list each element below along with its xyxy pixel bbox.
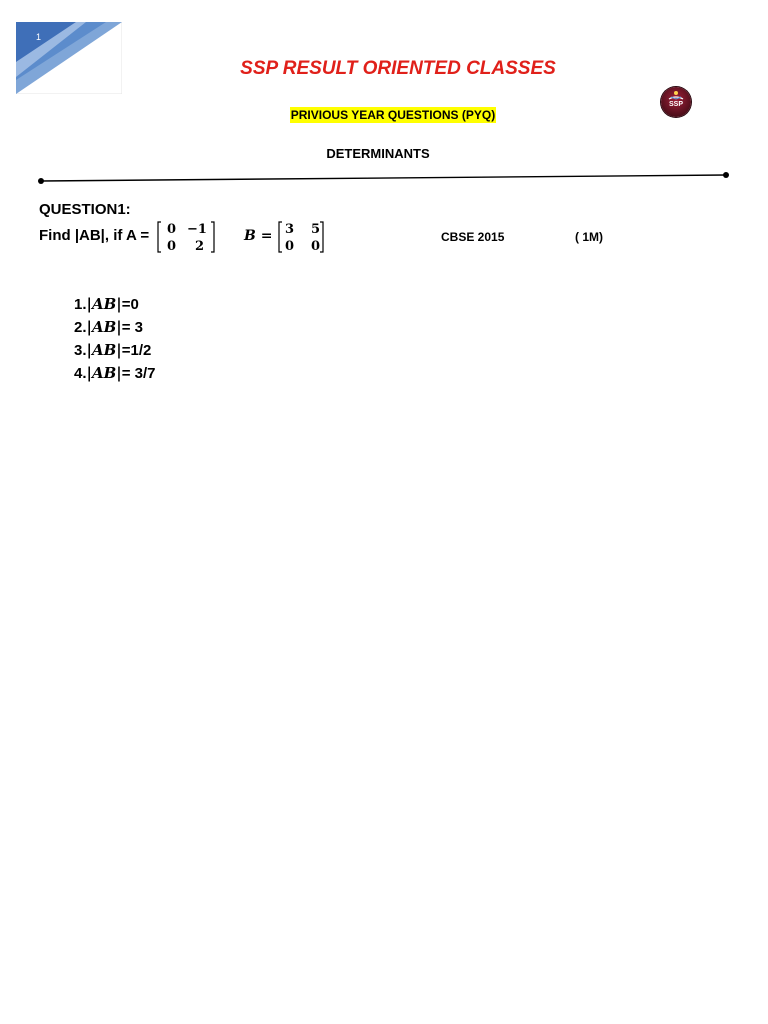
matrix-b-cell: 0 [311,239,321,254]
divider-line [36,170,732,186]
pyq-label: PRIVIOUS YEAR QUESTIONS (PYQ) [290,108,496,122]
source-label: CBSE 2015 [441,230,505,244]
option-item: 4.|AB|= 3/7 [74,364,156,382]
question-heading: QUESTION1: [39,201,131,218]
chapter-title: DETERMINANTS [326,146,430,161]
question-prompt: Find |AB|, if A = [39,227,150,244]
option-item: 1.|AB|=0 [74,295,139,313]
matrix-b-cell: 0 [285,239,295,254]
page-number: 1 [36,32,42,42]
matrix-b-label: B = [244,228,273,244]
page-title: SSP RESULT ORIENTED CLASSES [240,58,556,79]
matrix-a-cell: 0 [167,222,177,237]
matrix-a-cell: 0 [167,239,177,254]
matrix-b-cell: 3 [285,222,295,237]
option-item: 2.|AB|= 3 [74,318,144,336]
matrix-a-cell: −1 [187,222,207,237]
logo-text: SSP [668,101,683,108]
matrix-a [155,219,217,255]
matrix-a-cell: 2 [195,239,205,254]
matrix-b-cell: 5 [311,222,321,237]
matrix-b [276,219,328,255]
options-list [74,294,156,386]
marks-label: ( 1M) [575,230,603,244]
option-item: 3.|AB|=1/2 [74,341,152,359]
